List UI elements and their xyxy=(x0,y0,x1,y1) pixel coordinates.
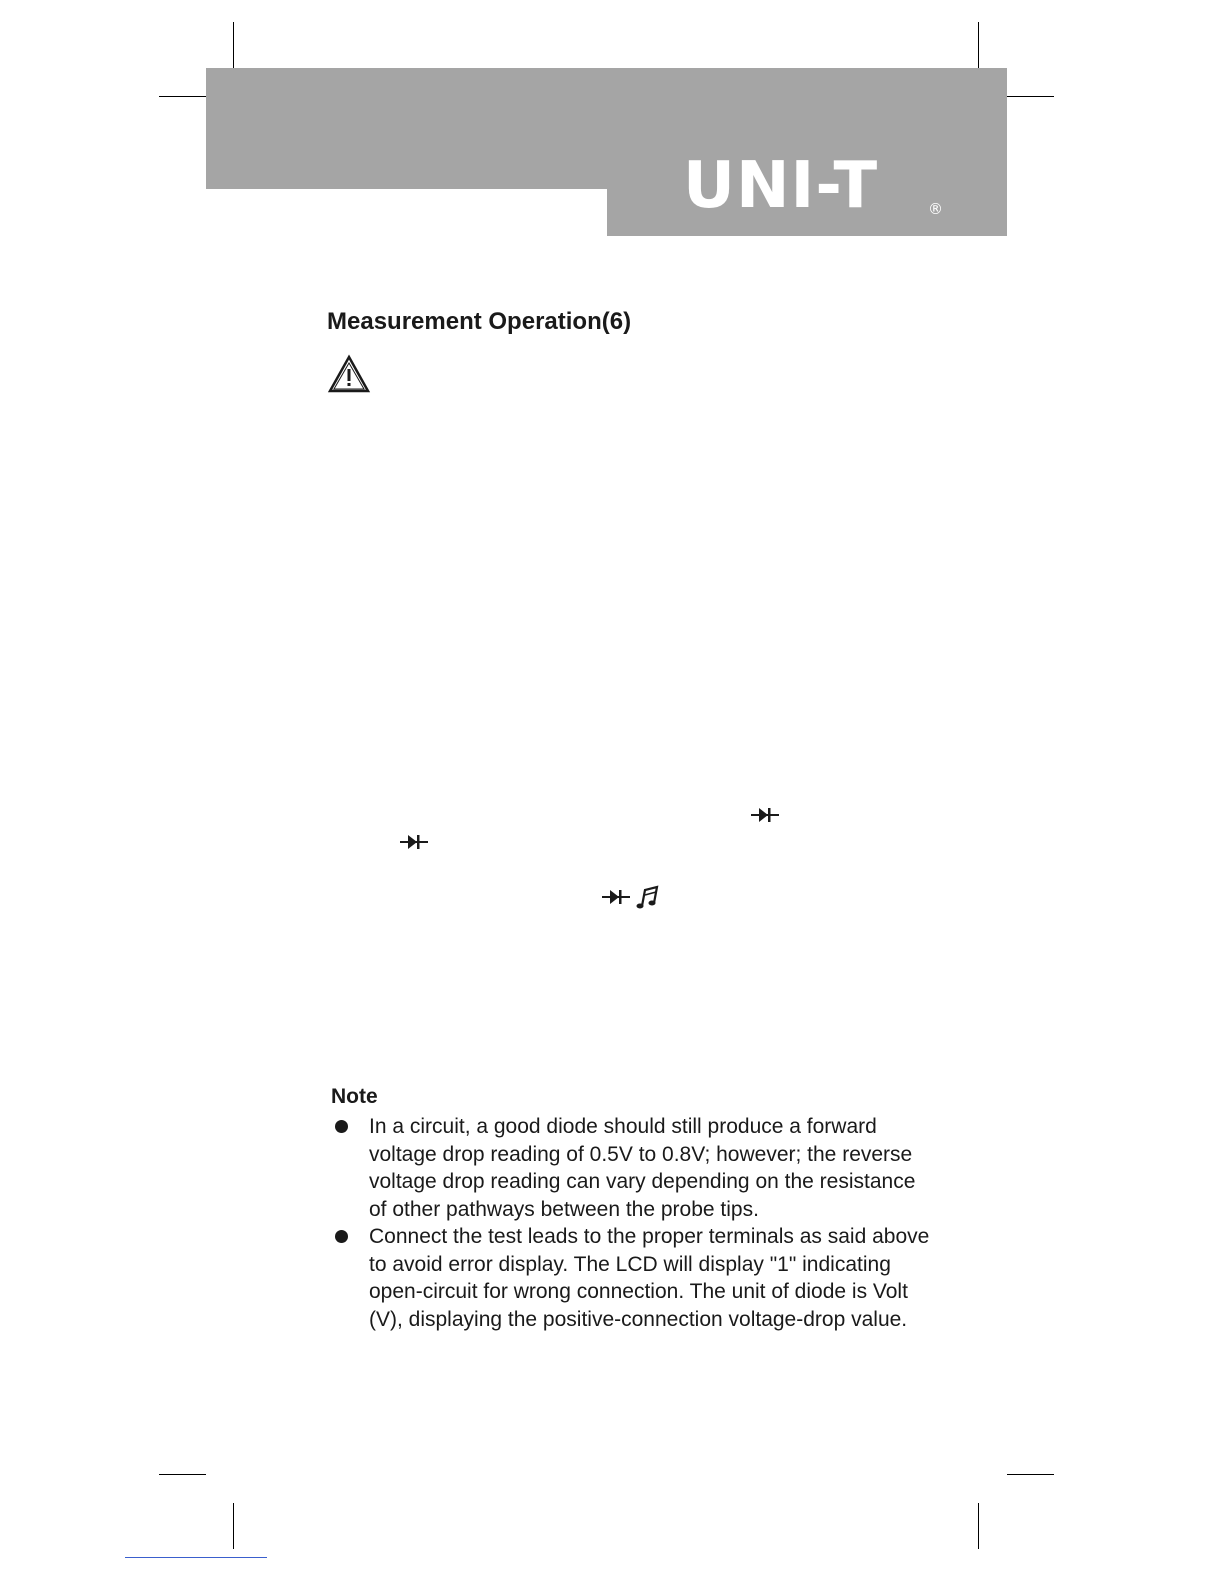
crop-mark xyxy=(978,1503,979,1549)
note-item-text: In a circuit, a good diode should still produce a forward voltage drop reading of 0.5V to 0.8V; however; the reverse voltage drop reading can vary depending on the resistance of other pathways between the probe tips. xyxy=(369,1115,916,1221)
crop-mark xyxy=(159,1474,206,1475)
note-list xyxy=(331,1113,931,1333)
brand-logo: UNI-T xyxy=(683,149,879,223)
footer-underline xyxy=(125,1557,267,1558)
diode-icon xyxy=(751,806,779,824)
list-item xyxy=(331,1223,931,1333)
crop-mark xyxy=(233,1503,234,1549)
registered-mark: ® xyxy=(928,200,943,218)
crop-mark xyxy=(978,22,979,68)
warning-triangle-icon xyxy=(327,354,371,394)
buzzer-icon xyxy=(634,884,660,910)
crop-mark xyxy=(1007,96,1054,97)
note-heading: Note xyxy=(331,1085,378,1108)
crop-mark xyxy=(159,96,206,97)
list-item xyxy=(331,1113,931,1223)
crop-mark xyxy=(233,22,234,68)
diode-icon xyxy=(400,833,428,851)
page-title: Measurement Operation(6) xyxy=(327,308,632,335)
note-item-text: Connect the test leads to the proper terminals as said above to avoid error display. The LCD will display "1" indicating open-circuit for wrong connection. The unit of diode is Volt (V), displaying the positive-connection voltage-drop value. xyxy=(369,1225,930,1331)
bullet-icon xyxy=(335,1120,348,1133)
bullet-icon xyxy=(335,1230,348,1243)
crop-mark xyxy=(1007,1474,1054,1475)
diode-icon xyxy=(602,888,630,906)
